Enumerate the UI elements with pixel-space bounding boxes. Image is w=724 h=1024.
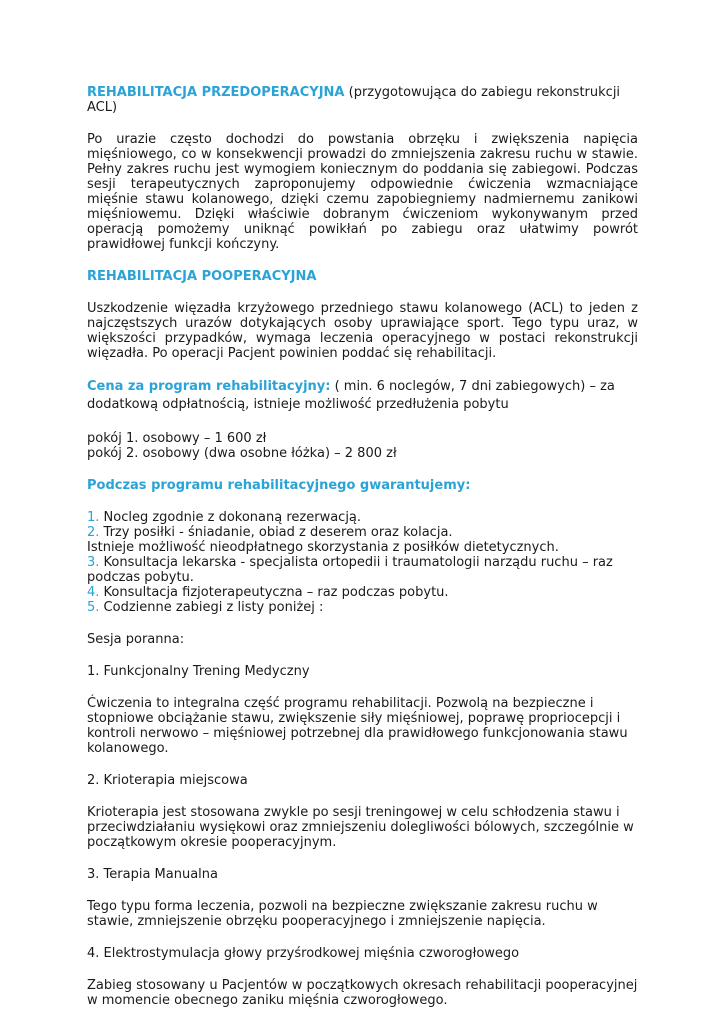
pre-op-heading-suffix: (przygotowująca do zabiegu rekonstrukcji ACL) bbox=[87, 85, 621, 115]
list-item-text: Konsultacja lekarska - specjalista ortopedii i traumatologii narządu ruchu – raz podczas pobytu. bbox=[87, 555, 613, 585]
list-item bbox=[87, 555, 638, 585]
pre-op-heading-line bbox=[87, 85, 638, 115]
list-item-number: 3. bbox=[87, 555, 100, 570]
treatment-title: 2. Krioterapia miejscowa bbox=[87, 773, 248, 788]
treatment-title: 1. Funkcjonalny Trening Medyczny bbox=[87, 664, 310, 679]
list-item bbox=[87, 600, 638, 615]
post-op-heading: REHABILITACJA POOPERACYJNA bbox=[87, 269, 317, 284]
document-page bbox=[87, 85, 638, 1008]
session-label: Sesja poranna: bbox=[87, 632, 185, 647]
treatment-description: Zabieg stosowany u Pacjentów w początkowych okresach rehabilitacji pooperacyjnej w momencie obecnego zaniku mięśnia czworogłowego. bbox=[87, 978, 638, 1008]
treatment-description: Ćwiczenia to integralna część programu rehabilitacji. Pozwolą na bezpieczne i stopniowe obciążanie stawu, zwiększenie siły mięśniowej, poprawę propriocepcji i kontroli nerwowo – mięśniowej potrzebnej dla prawidłowego funkcjonowania stawu kolanowego. bbox=[87, 696, 628, 756]
treatment-description: Tego typu forma leczenia, pozwoli na bezpieczne zwiększanie zakresu ruchu w stawie, zmniejszenie obrzęku pooperacyjnego i zmniejszenie napięcia. bbox=[87, 899, 598, 929]
list-item-number: 2. bbox=[87, 525, 100, 540]
room-price-1: pokój 1. osobowy – 1 600 zł bbox=[87, 431, 267, 446]
price-label: Cena za program rehabilitacyjny: bbox=[87, 379, 331, 394]
list-item bbox=[87, 540, 638, 555]
list-item-text: Istnieje możliwość nieodpłatnego skorzystania z posiłków dietetycznych. bbox=[87, 540, 559, 555]
guarantee-heading: Podczas programu rehabilitacyjnego gwarantujemy: bbox=[87, 478, 471, 493]
list-item bbox=[87, 525, 638, 540]
pre-op-paragraph: Po urazie często dochodzi do powstania obrzęku i zwiększenia napięcia mięśniowego, co w konsekwencji prowadzi do zmniejszenia zakresu ruchu w stawie. Pełny zakres ruchu jest wymogiem koniecznym do poddania się zabiegowi. Podczas sesji terapeutycznych zaproponujemy odpowiednie ćwiczenia wzmacniające mięśnie stawu kolanowego, dzięki czemu zapobiegniemy nadmiernemu zanikowi mięśniowemu. Dzięki właściwie dobranym ćwiczeniom wykonywanym przed operacją pomożemy uniknąć powikłań po zabiegu oraz ułatwimy powrót prawidłowej funkcji kończyny. bbox=[87, 132, 638, 252]
treatment-title: 3. Terapia Manualna bbox=[87, 867, 218, 882]
list-item-number: 1. bbox=[87, 510, 100, 525]
list-item-text: Konsultacja fizjoterapeutyczna – raz podczas pobytu. bbox=[99, 585, 449, 600]
treatment-description: Krioterapia jest stosowana zwykle po sesji treningowej w celu schłodzenia stawu i przeciwdziałaniu wysiękowi oraz zmniejszeniu dolegliwości bólowych, szczególnie w początkowym okresie pooperacyjnym. bbox=[87, 805, 634, 850]
price-text-2: dodatkową odpłatnością, istnieje możliwość przedłużenia pobytu bbox=[87, 397, 509, 412]
guarantee-list bbox=[87, 510, 638, 615]
list-item-text: Trzy posiłki - śniadanie, obiad z deserem oraz kolacja. bbox=[99, 525, 453, 540]
pre-op-heading: REHABILITACJA PRZEDOPERACYJNA bbox=[87, 85, 345, 100]
price-line bbox=[87, 378, 638, 396]
post-op-paragraph: Uszkodzenie więzadła krzyżowego przedniego stawu kolanowego (ACL) to jeden z najczęstszych urazów dotykających osoby uprawiające sport. Tego typu uraz, w większości przypadków, wymaga leczenia operacyjnego w postaci rekonstrukcji więzadła. Po operacji Pacjent powinien poddać się rehabilitacji. bbox=[87, 301, 638, 361]
price-text-1: ( min. 6 noclegów, 7 dni zabiegowych) – za bbox=[330, 379, 615, 394]
list-item bbox=[87, 585, 638, 600]
list-item-number: 4. bbox=[87, 585, 100, 600]
room-price-2: pokój 2. osobowy (dwa osobne łóżka) – 2 800 zł bbox=[87, 446, 397, 461]
list-item-text: Nocleg zgodnie z dokonaną rezerwacją. bbox=[99, 510, 362, 525]
list-item-text: Codzienne zabiegi z listy poniżej : bbox=[99, 600, 324, 615]
list-item bbox=[87, 510, 638, 525]
treatment-title: 4. Elektrostymulacja głowy przyśrodkowej mięśnia czworogłowego bbox=[87, 946, 520, 961]
list-item-number: 5. bbox=[87, 600, 100, 615]
